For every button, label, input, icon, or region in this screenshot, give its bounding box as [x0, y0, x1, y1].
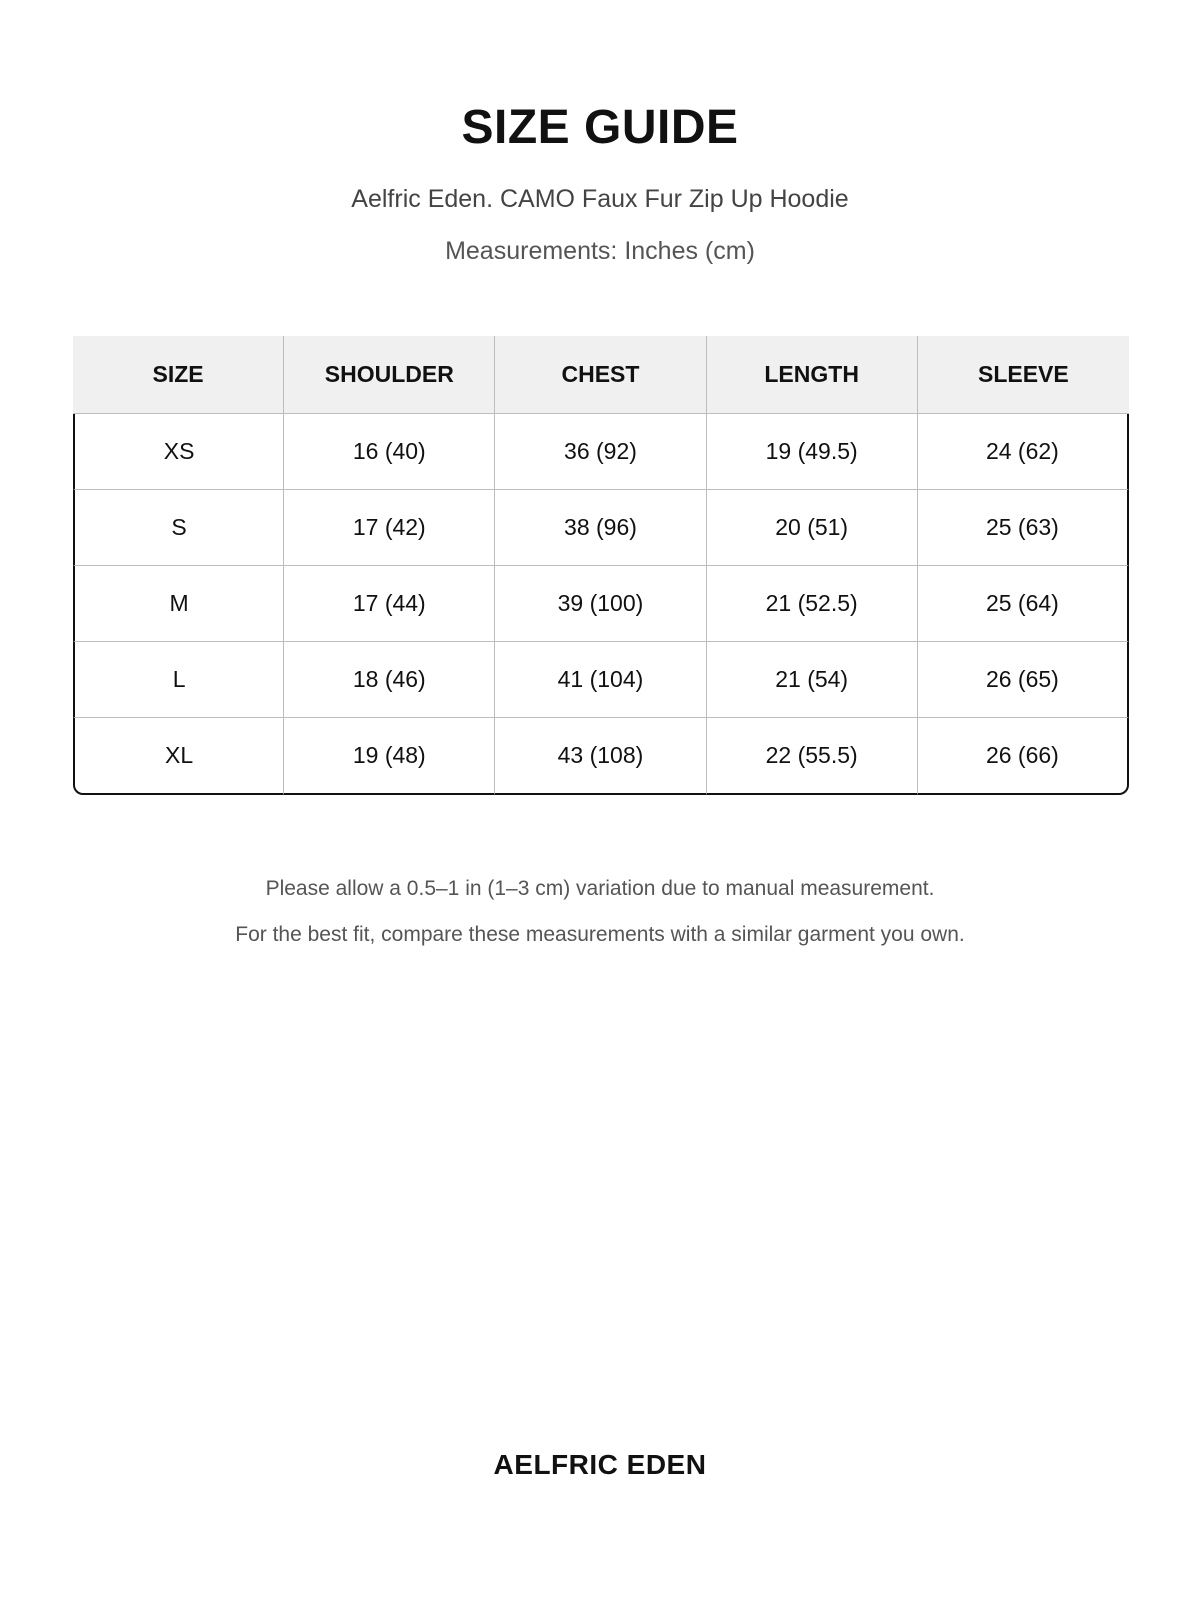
column-header-sleeve: SLEEVE: [918, 336, 1129, 414]
cell-size: S: [73, 490, 284, 566]
cell-shoulder: 19 (48): [284, 718, 495, 795]
cell-sleeve: 25 (64): [918, 566, 1129, 642]
cell-size: XS: [73, 414, 284, 490]
cell-chest: 43 (108): [495, 718, 706, 795]
product-name: Aelfric Eden. CAMO Faux Fur Zip Up Hoodie: [351, 185, 849, 213]
cell-sleeve: 25 (63): [918, 490, 1129, 566]
variation-note: Please allow a 0.5–1 in (1–3 cm) variation due to manual measurement.: [265, 877, 935, 900]
table-header-row: [73, 336, 1129, 414]
cell-shoulder: 18 (46): [284, 642, 495, 718]
cell-size: XL: [73, 718, 284, 795]
size-table: [73, 336, 1129, 795]
table-row: [73, 642, 1129, 718]
cell-shoulder: 16 (40): [284, 414, 495, 490]
column-header-chest: CHEST: [495, 336, 706, 414]
column-header-shoulder: SHOULDER: [284, 336, 495, 414]
fit-tip-note: For the best fit, compare these measurements with a similar garment you own.: [235, 923, 965, 946]
cell-chest: 41 (104): [495, 642, 706, 718]
cell-sleeve: 26 (66): [918, 718, 1129, 795]
size-table-container: [73, 336, 1129, 795]
column-header-size: SIZE: [73, 336, 284, 414]
table-row: [73, 566, 1129, 642]
cell-size: M: [73, 566, 284, 642]
measurement-units: Measurements: Inches (cm): [445, 237, 755, 265]
table-row: [73, 490, 1129, 566]
column-header-length: LENGTH: [707, 336, 918, 414]
cell-chest: 38 (96): [495, 490, 706, 566]
cell-chest: 39 (100): [495, 566, 706, 642]
cell-length: 20 (51): [707, 490, 918, 566]
cell-chest: 36 (92): [495, 414, 706, 490]
table-row: [73, 718, 1129, 795]
cell-sleeve: 24 (62): [918, 414, 1129, 490]
cell-sleeve: 26 (65): [918, 642, 1129, 718]
cell-length: 21 (54): [707, 642, 918, 718]
table-row: [73, 414, 1129, 490]
page-title: SIZE GUIDE: [461, 101, 739, 154]
brand-footer: AELFRIC EDEN: [493, 1449, 707, 1480]
cell-length: 19 (49.5): [707, 414, 918, 490]
cell-length: 22 (55.5): [707, 718, 918, 795]
cell-length: 21 (52.5): [707, 566, 918, 642]
cell-shoulder: 17 (42): [284, 490, 495, 566]
cell-size: L: [73, 642, 284, 718]
cell-shoulder: 17 (44): [284, 566, 495, 642]
